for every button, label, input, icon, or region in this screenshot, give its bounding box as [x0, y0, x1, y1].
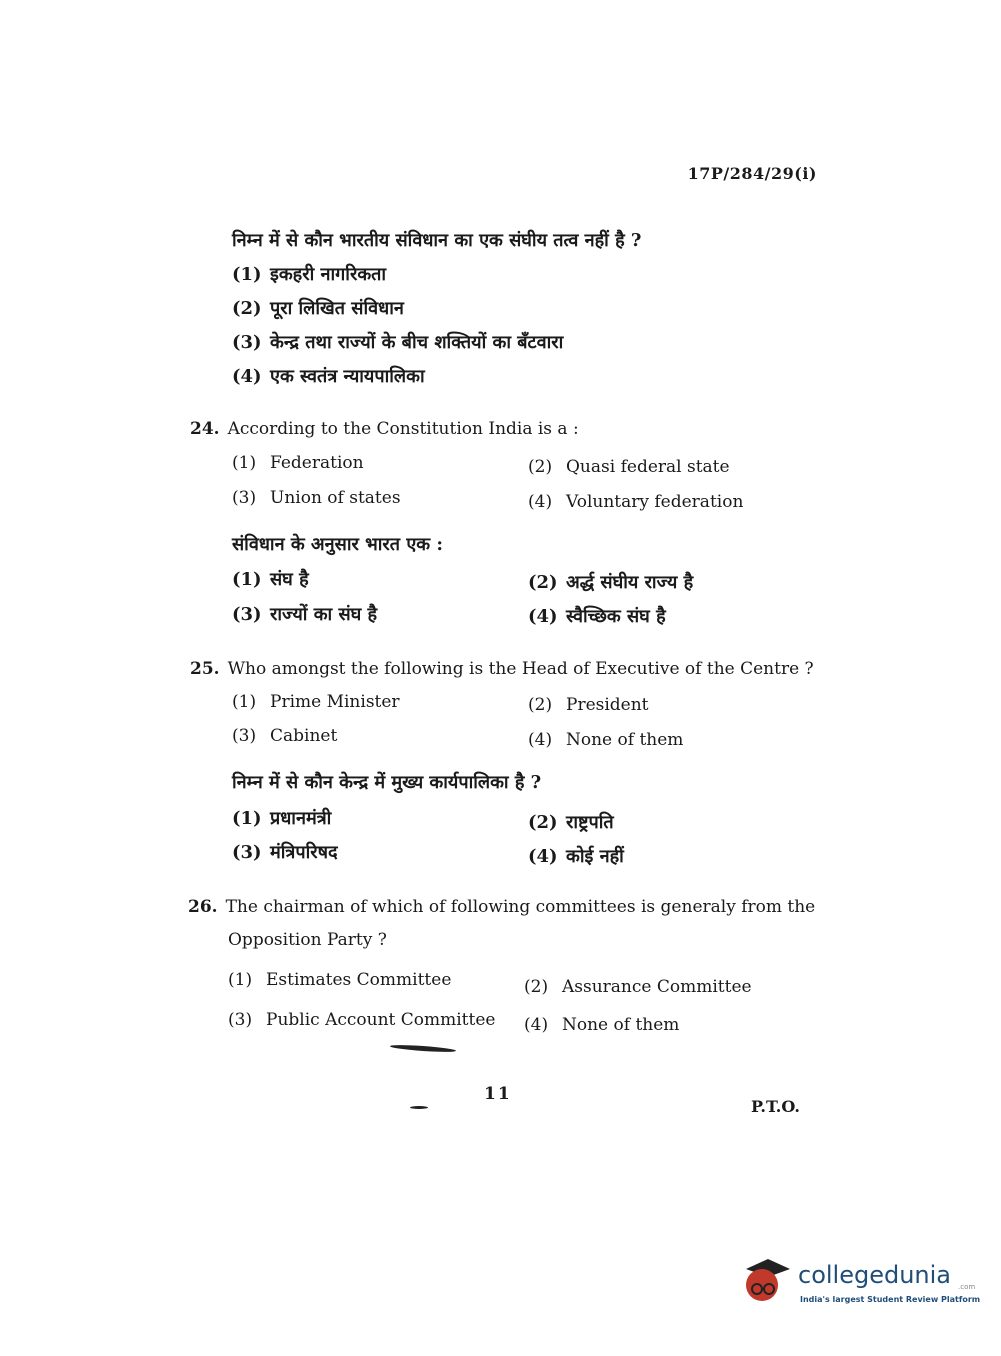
q24-option-4: (4) Voluntary federation: [528, 492, 744, 512]
q25-option-4: (4) None of them: [528, 730, 684, 750]
q26-option-3: (3) Public Account Committee: [228, 1010, 496, 1030]
brand-suffix: .com: [958, 1283, 976, 1291]
q25-hindi-option-2: (2) राष्ट्रपति: [528, 812, 614, 833]
scan-smudge: [390, 1044, 456, 1054]
q24-hindi-question: संविधान के अनुसार भारत एक :: [232, 534, 444, 555]
q23-option-1: (1) इकहरी नागरिकता: [232, 264, 387, 285]
q24-option-2: (2) Quasi federal state: [528, 457, 730, 477]
q23-option-2: (2) पूरा लिखित संविधान: [232, 298, 404, 319]
q24-option-1: (1) Federation: [232, 453, 364, 473]
q23-option-4: (4) एक स्वतंत्र न्यायपालिका: [232, 366, 425, 387]
q23-option-3: (3) केन्द्र तथा राज्यों के बीच शक्तियों का बँटवारा: [232, 332, 564, 353]
q25-hindi-option-1: (1) प्रधानमंत्री: [232, 808, 332, 829]
q26-question-line-2: Opposition Party ?: [228, 930, 387, 950]
q26-option-2: (2) Assurance Committee: [524, 977, 752, 997]
q25-hindi-option-4: (4) कोई नहीं: [528, 846, 624, 867]
q25-hindi-option-3: (3) मंत्रिपरिषद: [232, 842, 338, 863]
q24-hindi-option-4: (4) स्वैच्छिक संघ है: [528, 606, 666, 627]
q24-option-3: (3) Union of states: [232, 488, 401, 508]
q24-hindi-option-1: (1) संघ है: [232, 569, 309, 590]
q25-question: 25. Who amongst the following is the Head of Executive of the Centre ?: [190, 659, 814, 679]
q25-option-2: (2) President: [528, 695, 649, 715]
q25-option-1: (1) Prime Minister: [232, 692, 400, 712]
student-mascot-icon: [740, 1255, 796, 1311]
brand-name: collegedunia: [798, 1261, 952, 1289]
q26-option-1: (1) Estimates Committee: [228, 970, 452, 990]
collegedunia-logo: [740, 1255, 981, 1315]
brand-tagline: India's largest Student Review Platform: [800, 1295, 981, 1304]
scan-smudge: [410, 1106, 428, 1109]
q24-hindi-option-2: (2) अर्द्ध संघीय राज्य है: [528, 572, 694, 593]
paper-code: 17P/284/29(i): [687, 164, 817, 183]
q24-question: 24. According to the Constitution India is a :: [190, 419, 579, 439]
page-number: 11: [484, 1084, 512, 1104]
pto-label: P.T.O.: [751, 1097, 800, 1116]
q23-hindi-question: निम्न में से कौन भारतीय संविधान का एक संघीय तत्व नहीं है ?: [232, 230, 642, 251]
q24-hindi-option-3: (3) राज्यों का संघ है: [232, 604, 378, 625]
q26-question-line-1: 26. The chairman of which of following committees is generaly from the: [188, 897, 816, 917]
q26-option-4: (4) None of them: [524, 1015, 680, 1035]
q25-option-3: (3) Cabinet: [232, 726, 338, 746]
q25-hindi-question: निम्न में से कौन केन्द्र में मुख्य कार्यपालिका है ?: [232, 772, 542, 793]
